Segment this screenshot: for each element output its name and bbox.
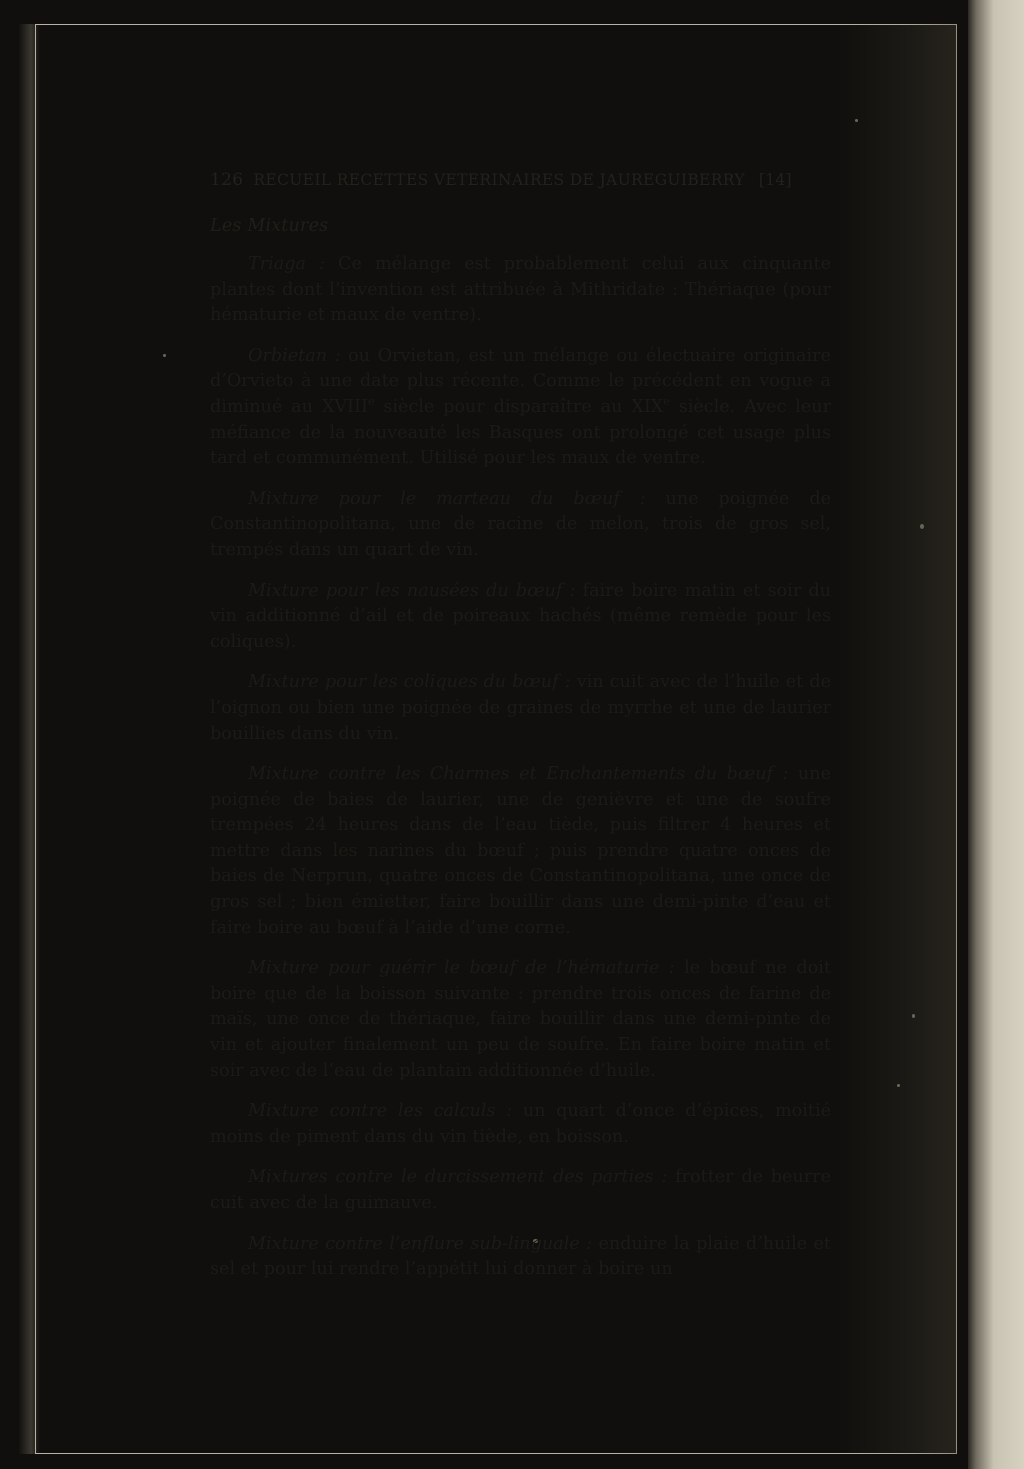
section-heading: Les Mixtures — [210, 216, 329, 236]
paragraph — [210, 1232, 831, 1283]
paragraph-body: une poignée de Constantinopolitana, une de racine de melon, trois de gros sel, trempés dans un quart de vin. — [210, 488, 831, 560]
paragraph — [210, 344, 831, 472]
paper-speck — [897, 1084, 900, 1087]
paragraph-body: un quart d’once d’épices, moitié moins de piment dans du vin tiède, en boisson. — [210, 1101, 831, 1147]
page-number: 126 — [210, 170, 244, 190]
paragraph — [210, 956, 831, 1084]
paragraph-body: une poignée de baies de laurier, une de genièvre et une de soufre trempées 24 heures dans de l’eau tiède, puis filtrer 4 heures et mettre dans les narines du bœuf ; puis prendre quatre onces de baies de Nerprun, quatre onces de Constantinopolitana, une once de gros sel ; bien émietter, faire bouillir dans une demi-pinte d’eau et faire boire au bœuf à l’aide d’une corne. — [210, 764, 831, 938]
running-head-bracket: [14] — [758, 171, 792, 189]
paragraph-lead: Mixture contre les calculs : — [248, 1101, 513, 1122]
paragraph — [210, 487, 831, 564]
paragraph-body: enduire la plaie d’huile et sel et pour lui rendre l’appétit lui donner à boire un — [210, 1233, 831, 1280]
paragraph-lead: Mixture pour les coliques du bœuf : — [248, 672, 571, 693]
paragraph — [210, 1165, 831, 1216]
paragraph-body: le bœuf ne doit boire que de la boisson suivante : prendre trois onces de farine de maïs, une once de thériaque, faire bouillir dans une demi-pinte de vin et ajouter finalement un peu de soufre. En faire boire matin et soir avec de l’eau de plantain additionnée d’huile. — [210, 958, 831, 1081]
document-page — [35, 24, 957, 1454]
page-content — [210, 170, 831, 1283]
paragraph-lead: Mixture pour le marteau du bœuf : — [248, 488, 646, 509]
paragraph-lead: Mixture contre les Charmes et Enchantements du bœuf : — [248, 764, 789, 785]
paragraph — [210, 579, 831, 656]
paragraph-body: ou Orvietan, est un mélange ou électuaire originaire d’Orvieto à une date plus récente. Comme le précédent en vogue a diminué au XVIIIe siècle pour disparaître au XIXe siècle. Avec leur méfiance de la nouveauté les Basques ont prolongé cet usage plus tard et communément. Utilisé pour les maux de ventre. — [210, 345, 831, 469]
paragraph-lead: Mixture contre l’enflure sub-linguale : — [248, 1233, 593, 1254]
running-head — [210, 170, 831, 190]
paragraph-lead: Triaga : — [248, 254, 325, 274]
paper-speck — [912, 1014, 915, 1018]
paragraph — [210, 252, 831, 329]
paragraph-lead: Mixture pour les nausées du bœuf : — [248, 580, 576, 601]
paragraph — [210, 670, 831, 747]
paragraph — [210, 1099, 831, 1150]
paragraph-lead: Mixture pour guérir le bœuf de l’hématurie : — [248, 958, 675, 979]
paper-speck — [163, 354, 166, 357]
paragraph-body: Ce mélange est probablement celui aux cinquante plantes dont l’invention est attribuée à Mithridate : Thériaque (pour hématurie et maux de ventre). — [210, 254, 831, 326]
facing-page-edge — [968, 0, 1024, 1469]
paragraph-lead: Orbietan : — [248, 345, 341, 366]
running-title: RECUEIL RECETTES VETERINAIRES DE JAUREGUIBERRY — [253, 171, 745, 189]
paper-speck — [920, 524, 924, 529]
paragraph-body: faire boire matin et soir du vin additionné d’ail et de poireaux hachés (même remède pour les coliques). — [210, 580, 831, 652]
paper-speck — [855, 119, 858, 122]
paragraph — [210, 762, 831, 941]
paragraph-body: vin cuit avec de l’huile et de l’oignon ou bien une poignée de graines de myrrhe et une de laurier bouillies dans du vin. — [210, 672, 831, 744]
paragraph-lead: Mixtures contre le durcissement des parties : — [248, 1167, 668, 1188]
paragraph-body: frotter de beurre cuit avec de la guimauve. — [210, 1167, 831, 1213]
